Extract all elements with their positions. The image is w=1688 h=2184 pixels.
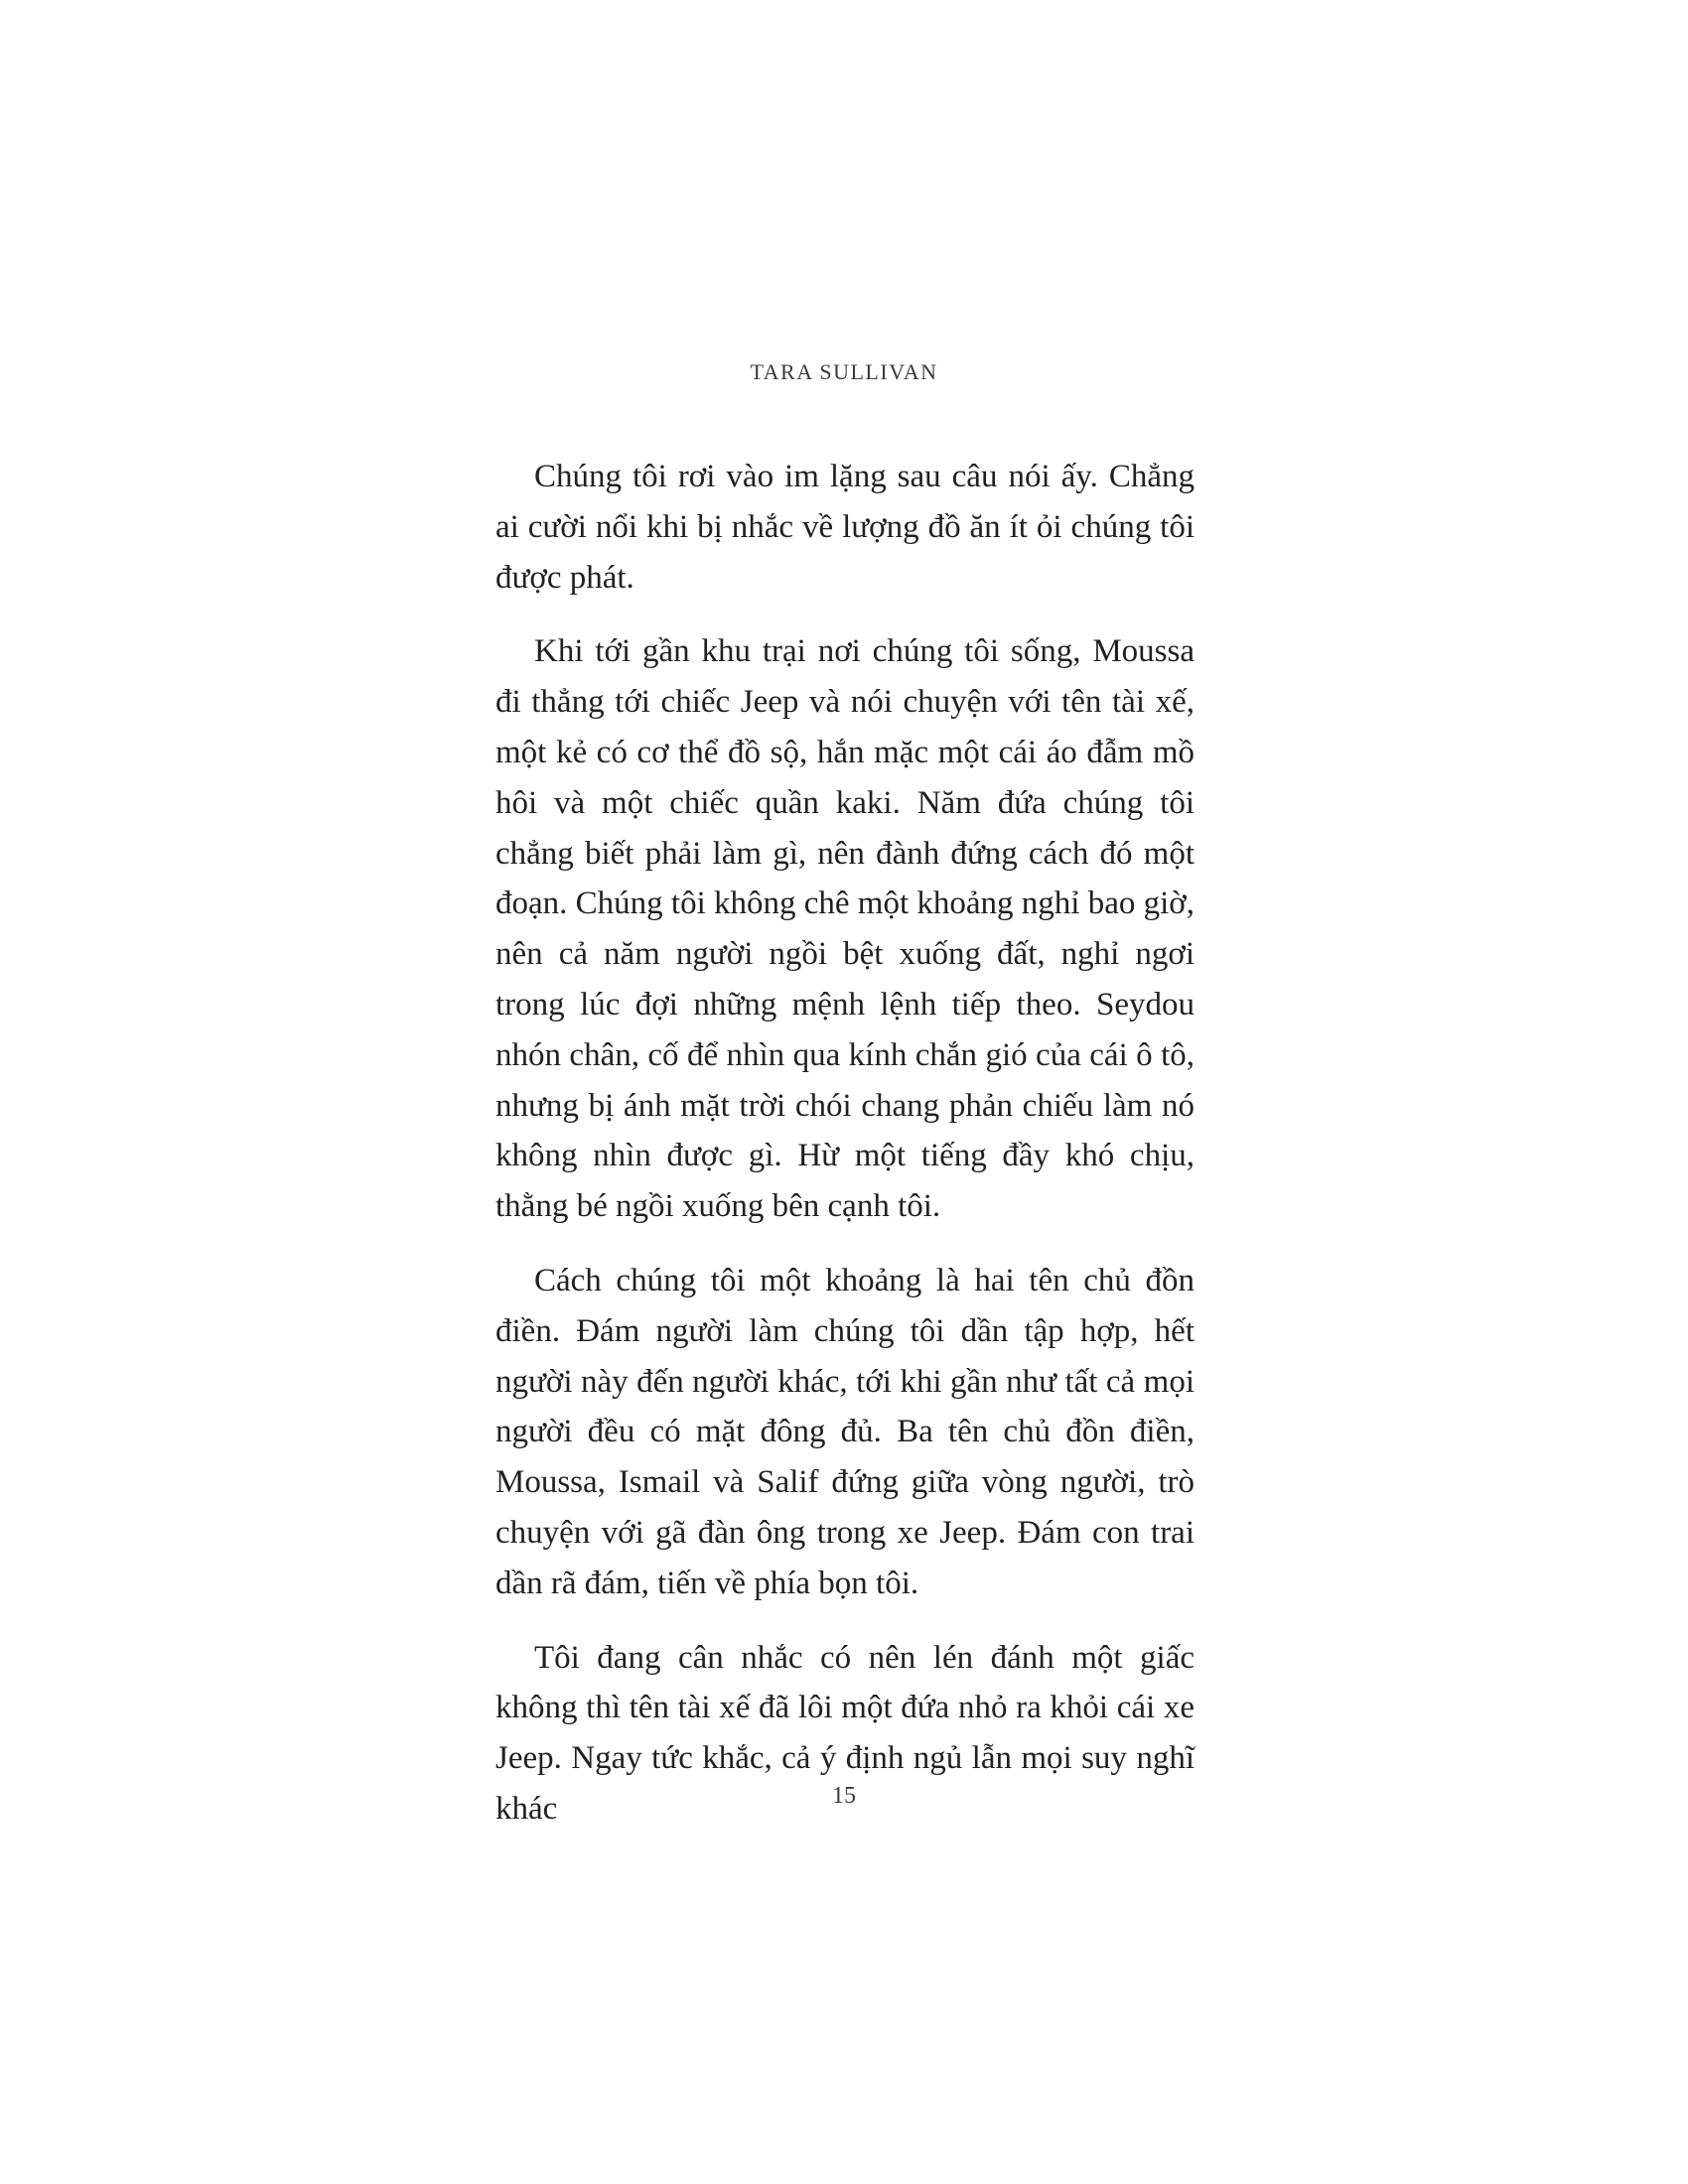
paragraph-3: Cách chúng tôi một khoảng là hai tên chủ đồn điền. Đám người làm chúng tôi dần tập hợp, hết người này đến người khác, tới khi gần như tất cả mọi người đều có mặt đông đủ. Ba tên chủ đồn điền, Moussa, Ismail và Salif đứng giữa vòng người, trò chuyện với gã đàn ông trong xe Jeep. Đám con trai dần rã đám, tiến về phía bọn tôi. [495, 1262, 1195, 1601]
paragraph-2: Khi tới gần khu trại nơi chúng tôi sống, Moussa đi thẳng tới chiếc Jeep và nói chuyện với tên tài xế, một kẻ có cơ thể đồ sộ, hắn mặc một cái áo đẫm mồ hôi và một chiếc quần kaki. Năm đứa chúng tôi chẳng biết phải làm gì, nên đành đứng cách đó một đoạn. Chúng tôi không chê một khoảng nghỉ bao giờ, nên cả năm người ngồi bệt xuống đất, nghỉ ngơi trong lúc đợi những mệnh lệnh tiếp theo. Seydou nhón chân, cố để nhìn qua kính chắn gió của cái ô tô, nhưng bị ánh mặt trời chói chang phản chiếu làm nó không nhìn được gì. Hừ một tiếng đầy khó chịu, thằng bé ngồi xuống bên cạnh tôi. [495, 633, 1195, 1225]
running-header-author: TARA SULLIVAN [750, 359, 938, 384]
paragraph-4: Tôi đang cân nhắc có nên lén đánh một giấc không thì tên tài xế đã lôi một đứa nhỏ ra khỏi cái xe Jeep. Ngay tức khắc, cả ý định ngủ lẫn mọi suy nghĩ khác [495, 1639, 1195, 1827]
paragraph-1: Chúng tôi rơi vào im lặng sau câu nói ấy. Chẳng ai cười nổi khi bị nhắc về lượng đồ ăn ít ỏi chúng tôi được phát. [495, 459, 1195, 596]
body-text [495, 452, 1195, 1858]
page-number: 15 [832, 1783, 856, 1809]
